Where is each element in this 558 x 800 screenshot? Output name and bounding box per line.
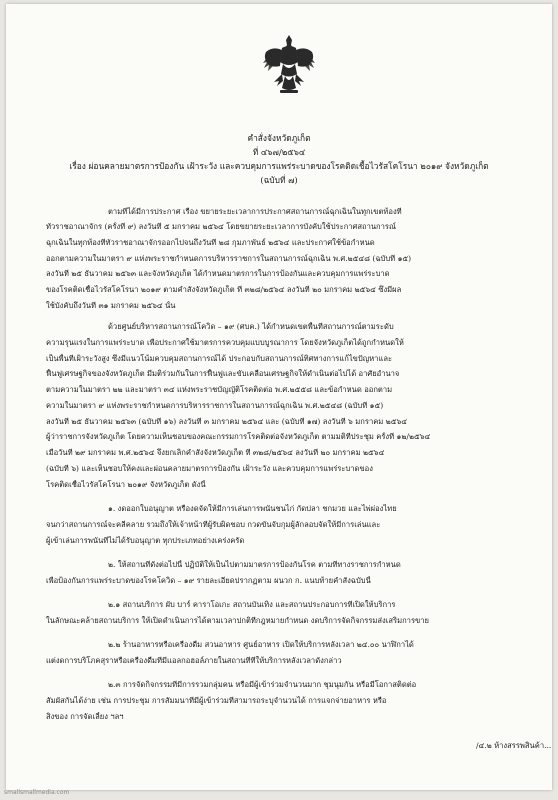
- garuda-emblem-icon: [260, 32, 318, 98]
- body-line: (ฉบับที่ ๖) และเห็นชอบให้คงและผ่อนคลายมาตรการป้องกัน เฝ้าระวัง และควบคุมการแพร่ระบาดของ: [46, 464, 373, 473]
- body-line: ๒.๓ การจัดกิจกรรมที่มีการรวมกลุ่มคน หรือมีผู้เข้าร่วมจำนวนมาก ชุมนุมกัน หรือมีโอกาสติดต่อ: [108, 680, 417, 689]
- order-subject: เรื่อง ผ่อนคลายมาตรการป้องกัน เฝ้าระวัง และควบคุมการแพร่ระบาดของโรคติดเชื้อไวรัสโคโรนา ๒๐๑๙ จังหวัดภูเก็ต: [69, 161, 489, 171]
- body-line: ความรุนแรงในการแพร่ระบาด เพื่อประกาศใช้มาตรการควบคุมแบบบูรณาการ โดยจังหวัดภูเก็ตได้ถูกกำหนดให้: [46, 338, 404, 347]
- body-line: โรคติดเชื้อไวรัสโคโรนา ๒๐๑๙ จังหวัดภูเก็ต ดังนี้: [46, 480, 206, 489]
- body-line: ๒.๑ สถานบริการ ผับ บาร์ คาราโอเกะ สถานบันเทิง และสถานประกอบการที่เปิดให้บริการ: [108, 600, 396, 609]
- body-line: ผู้ว่าราชการจังหวัดภูเก็ต โดยความเห็นชอบของคณะกรรมการโรคติดต่อจังหวัดภูเก็ต ตามมติที่ประชุม ครั้งที่ ๑๒/๒๕๖๔: [46, 432, 431, 441]
- body-line: ผู้เข้าเล่นการพนันที่ไม่ได้รับอนุญาต ทุกประเภทอย่างเคร่งครัด: [46, 536, 245, 545]
- order-title: คำสั่งจังหวัดภูเก็ต: [247, 133, 311, 143]
- body-line: จนกว่าสถานการณ์จะคลี่คลาย รวมถึงให้เจ้าหน้าที่ผู้รับผิดชอบ กวดขันจับกุมผู้ลักลอบจัดให้มีการเล่นและ: [46, 520, 381, 529]
- body-line: แต่งดการบริโภคสุราหรือเครื่องดื่มที่มีแอลกอฮอล์ภายในสถานที่ที่ให้บริการหลังเวลาดังกล่าว: [46, 656, 342, 665]
- body-line: ๒. ให้สถานที่ดังต่อไปนี้ ปฏิบัติให้เป็นไปตามมาตรการป้องกันโรค ตามที่ทางราชการกำหนด: [108, 560, 401, 569]
- order-number: ที่ ๔๖๗/๒๕๖๔: [252, 147, 306, 157]
- body-line: ออกตามความในมาตรา ๙ แห่งพระราชกำหนดการบริหารราชการในสถานการณ์ฉุกเฉิน พ.ศ.๒๕๔๘ (ฉบับที่ ๑๕): [46, 254, 412, 263]
- body-line: สิ่งของ การจัดเลี้ยง ฯลฯ: [46, 712, 124, 721]
- body-line: ลงวันที่ ๒๕ ธันวาคม ๒๕๖๓ และจังหวัดภูเก็ต ได้กำหนดมาตรการในการป้องกันและควบคุมการแพร่ระบาด: [46, 269, 390, 278]
- body-line: เมื่อวันที่ ๒๙ มกราคม พ.ศ.๒๕๖๔ จึงยกเลิกคำสั่งจังหวัดภูเก็ต ที่ ๓๒๘/๒๕๖๔ ลงวันที่ ๒๐ มกราคม ๒๕๖๔: [46, 448, 385, 457]
- body-line: ใช้บังคับถึงวันที่ ๓๑ มกราคม ๒๕๖๔ นั้น: [46, 301, 176, 310]
- body-line: สัมผัสกันได้ง่าย เช่น การประชุม การสัมมนาที่มีผู้เข้าร่วมที่สามารถระบุจำนวนได้ การแจกจ่ายอาหาร หรือ: [46, 696, 387, 705]
- body-line: เป็นพื้นที่เฝ้าระวังสูง ซึ่งมีแนวโน้มควบคุมสถานการณ์ได้ ประกอบกับสถานการณ์ทิศทางการแก้ไขปัญหาและ: [46, 354, 393, 363]
- body-line: ๑. งดออกใบอนุญาต หรืองดจัดให้มีการเล่นการพนันชนไก่ กัดปลา ชกมวย และไพ่ผ่องไทย: [108, 504, 397, 513]
- body-line: ทั่วราชอาณาจักร (ครั้งที่ ๙) ลงวันที่ ๕ มกราคม ๒๕๖๔ โดยขยายระยะเวลาการบังคับใช้ประกาศสถานการณ์: [46, 222, 397, 231]
- body-line: ในลักษณะคล้ายสถานบริการ ให้เปิดดำเนินการได้ตามเวลาปกติที่กฎหมายกำหนด งดบริการจัดกิจกรรมส่งเสริมการขาย: [46, 616, 429, 625]
- body-line: เพื่อป้องกันการแพร่ระบาดของโรคโควิด – ๑๙ รายละเอียดปรากฏตาม ผนวก ก. แนบท้ายคำสั่งฉบับนี้: [46, 576, 371, 585]
- next-page-reference: /๔.๒ ห้างสรรพสินค้า...: [476, 741, 552, 750]
- watermark: smallsmallmedia.com: [4, 789, 70, 796]
- body-line: ฉุกเฉินในทุกท้องที่ทั่วราชอาณาจักรออกไปจนถึงวันที่ ๒๘ กุมภาพันธ์ ๒๕๖๔ และประกาศใช้ข้อกำหนด: [46, 238, 375, 247]
- body-line: ๒.๒ ร้านอาหารหรือเครื่องดื่ม สวนอาหาร ศูนย์อาหาร เปิดให้บริการหลังเวลา ๒๔.๐๐ นาฬิกาได้: [108, 640, 414, 649]
- body-line: ของโรคติดเชื้อไวรัสโคโรนา ๒๐๑๙ ตามคำสั่งจังหวัดภูเก็ต ที่ ๓๒๘/๒๕๖๔ ลงวันที่ ๒๐ มกราคม ๒๕๖๔ ซึ่งมีผล: [46, 285, 402, 294]
- body-line: ตามความในมาตรา ๒๒ และมาตรา ๓๔ แห่งพระราชบัญญัติโรคติดต่อ พ.ศ.๒๕๕๘ และข้อกำหนด ออกตาม: [46, 385, 393, 394]
- body-line: ความในมาตรา ๙ แห่งพระราชกำหนดการบริหารราชการในสถานการณ์ฉุกเฉิน พ.ศ.๒๕๔๘ (ฉบับที่ ๑๕): [46, 401, 384, 410]
- body-line: ด้วยศูนย์บริหารสถานการณ์โควิด – ๑๙ (ศบค.) ได้กำหนดเขตพื้นที่สถานการณ์ตามระดับ: [108, 322, 394, 331]
- body-line: ตามที่ได้มีการประกาศ เรื่อง ขยายระยะเวลาการประกาศสถานการณ์ฉุกเฉินในทุกเขตท้องที่: [108, 207, 402, 216]
- document-page: [6, 4, 552, 790]
- order-issue: (ฉบับที่ ๗): [260, 175, 298, 185]
- body-line: ฟื้นฟูเศรษฐกิจของจังหวัดภูเก็ต มีมติร่วมกันในการฟื้นฟูและขับเคลื่อนเศรษฐกิจให้ดำเนินต่อไปได้ อาศัยอำนาจ: [46, 369, 400, 378]
- body-line: ลงวันที่ ๒๕ ธันวาคม ๒๕๖๓ (ฉบับที่ ๑๖) ลงวันที่ ๓ มกราคม ๒๕๖๔ และ (ฉบับที่ ๑๗) ลงวันที่ ๖ มกราคม ๒๕๖๔: [46, 417, 408, 426]
